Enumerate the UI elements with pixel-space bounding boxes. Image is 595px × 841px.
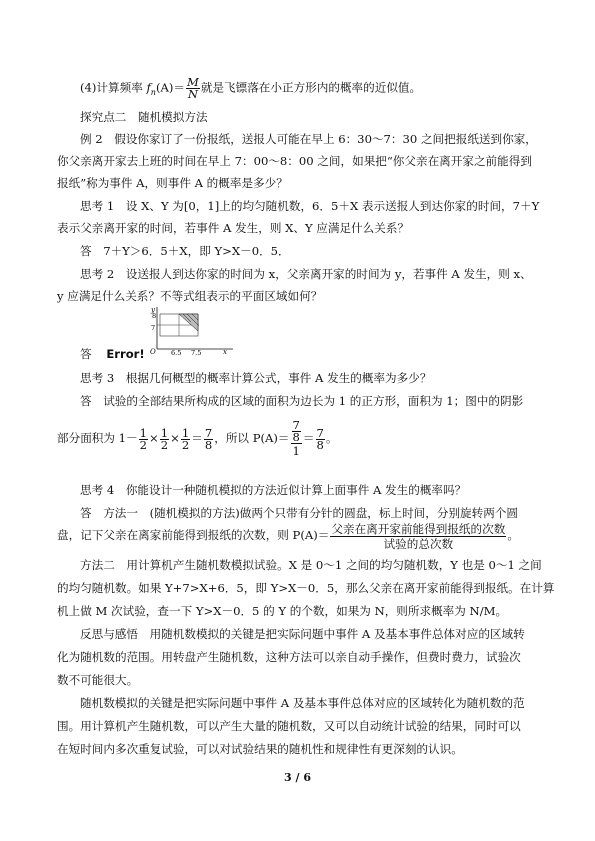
tick-7: 7 [151, 324, 156, 332]
think-4-paragraph: 思考 4 你能设计一种随机模拟的方法近似计算上面事件 A 发生的概率吗？ [80, 483, 467, 497]
origin-label: O [150, 348, 156, 355]
answer-3-formula-line: 部分面积为 1－ $\frac{1}{2}$ × $\frac{1}{2}$ × $\frac{1}{2}$ ＝ $\frac{7}{8}$ ，所以 P(A)＝ $\frac{\frac{7}{8}}{1}$ ＝ $\frac{7}{8}$ 。 [57, 418, 338, 458]
frequency-formula-line: (4)计算频率 $f_n(A)=$ $\frac{M}{N}$ 就是飞镖落在小正方形内的概率的近似值。 [80, 75, 422, 101]
fraction-m-over-n: $\frac{M}{N}$ [186, 75, 199, 101]
answer-1: 答 7＋Y＞6．5＋X，即 Y>X－0．5． [80, 244, 290, 258]
page-number: 3 / 6 [284, 771, 311, 784]
region-figure [143, 305, 238, 355]
tick-8: 8 [152, 312, 157, 320]
section-heading: 探究点二 随机模拟方法 [80, 110, 208, 124]
probability-fraction: $\frac{\text{父亲在离开家前能得到报纸的次数}}{\text{试验的总次数}}$ [331, 521, 506, 551]
tick-6-5: 6.5 [171, 349, 182, 355]
answer-4-formula-line: 盘，记下父亲在离家前能得到报纸的次数，则 P(A)＝ $\frac{\text{父亲在离开家前能得到报纸的次数}}{\text{试验的总次数}}$ 。 [57, 521, 519, 551]
answer-2: 答 Error! [80, 347, 145, 361]
answer-4-line-1: 答 方法一 (随机模拟的方法)做两个只带有分针的圆盘，标上时间，分别旋转两个圆 [80, 506, 519, 520]
answer-3-line-1: 答 试验的全部结果所构成的区域的面积为边长为 1 的正方形，面积为 1；图中的阴影 [80, 394, 524, 408]
y-axis-label: y [151, 306, 155, 314]
error-text: Error! [106, 347, 145, 361]
compound-fraction: $\frac{\frac{7}{8}}{1}$ [292, 418, 300, 458]
x-axis-label: x [223, 348, 227, 355]
tick-7-5: 7.5 [191, 349, 202, 355]
think-3-paragraph: 思考 3 根据几何概型的概率计算公式，事件 A 发生的概率为多少？ [80, 371, 432, 385]
